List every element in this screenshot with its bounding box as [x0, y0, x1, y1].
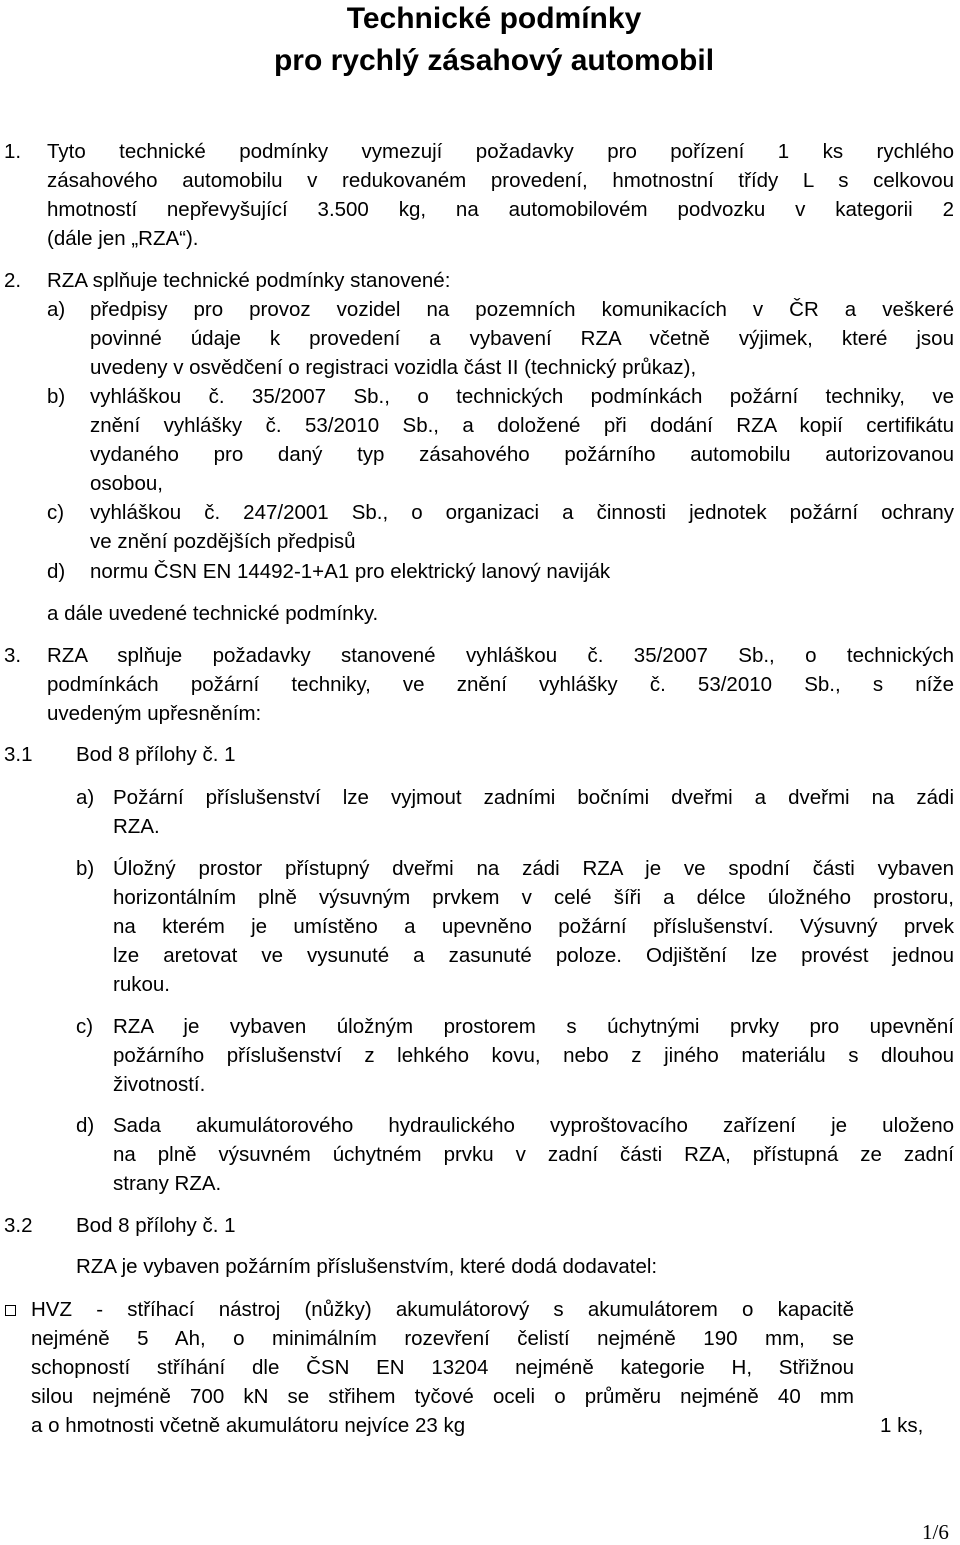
section-3-1-item-c-line-3: životností. [113, 1073, 206, 1096]
section-2-item-d-line-1: normu ČSN EN 14492-1+A1 pro elektrický lanový naviják [90, 560, 611, 583]
section-3-1-item-b-line-4: lze aretovat ve vysunuté a zasunuté poloze. Odjištění lze provést jednou [113, 944, 954, 967]
section-3-1-item-d-line-3: strany RZA. [113, 1172, 222, 1195]
equipment-item-line-3: schopností stříhání dle ČSN EN 13204 nejméně kategorie H, Střižnou [31, 1356, 854, 1379]
section-2-item-a-line-1: předpisy pro provoz vozidel na pozemních komunikacích v ČR a veškeré [90, 298, 954, 321]
section-2-item-a-line-3: uvedeny v osvědčení o registraci vozidla část II (technický průkaz), [90, 356, 697, 379]
section-3-line-2: podmínkách požární techniky, ve znění vyhlášky č. 53/2010 Sb., s níže [47, 673, 954, 696]
section-2-item-d-label: d) [47, 560, 66, 583]
section-2-intro: RZA splňuje technické podmínky stanovené: [47, 269, 451, 292]
section-2-outro: a dále uvedené technické podmínky. [47, 602, 379, 625]
section-3-1-item-b-line-2: horizontálním plně výsuvným prvkem v celé šíři a délce úložného prostoru, [113, 886, 954, 909]
section-3-1-item-d-line-1: Sada akumulátorového hydraulického vyproštovacího zařízení je uloženo [113, 1114, 954, 1137]
document-title-line-2: pro rychlý zásahový automobil [273, 44, 715, 77]
section-3-line-1: RZA splňuje požadavky stanovené vyhláškou č. 35/2007 Sb., o technických [47, 644, 954, 667]
section-1-line-2: zásahového automobilu v redukovaném provedení, hmotnostní třídy L s celkovou [47, 169, 954, 192]
section-3-1-item-a-line-1: Požární příslušenství lze vyjmout zadními bočními dveřmi a dveřmi na zádi [113, 786, 954, 809]
section-3-1-heading: Bod 8 přílohy č. 1 [76, 743, 236, 766]
equipment-item-line-4: silou nejméně 700 kN se střihem tyčové oceli o průměru nejméně 40 mm [31, 1385, 854, 1408]
section-1-line-3: hmotností nepřevyšující 3.500 kg, na automobilovém podvozku v kategorii 2 [47, 198, 954, 221]
section-3-line-3: uvedeným upřesněním: [47, 702, 262, 725]
checkbox-icon [5, 1305, 16, 1316]
section-3-1-item-b-label: b) [76, 857, 95, 880]
section-1-line-4: (dále jen „RZA“). [47, 227, 199, 250]
section-2-item-b-line-1: vyhláškou č. 35/2007 Sb., o technických podmínkách požární techniky, ve [90, 385, 954, 408]
equipment-item-line-2: nejméně 5 Ah, o minimálním rozevření čelistí nejméně 190 mm, se [31, 1327, 854, 1350]
section-1-number: 1. [4, 140, 22, 163]
section-3-1-item-b-line-1: Úložný prostor přístupný dveřmi na zádi RZA je ve spodní části vybaven [113, 857, 954, 880]
section-3-1-item-d-label: d) [76, 1114, 95, 1137]
equipment-item-line-1: HVZ - stříhací nástroj (nůžky) akumulátorový s akumulátorem o kapacitě [31, 1298, 854, 1321]
equipment-item-line-5: a o hmotnosti včetně akumulátoru nejvíce 23 kg [31, 1414, 466, 1437]
section-2-item-c-line-2: ve znění pozdějších předpisů [90, 530, 356, 553]
equipment-item-quantity: 1 ks, [880, 1414, 924, 1437]
section-3-1-item-d-line-2: na plně výsuvném úchytném prvku v zadní části RZA, přístupná ze zadní [113, 1143, 954, 1166]
section-3-1-item-b-line-5: rukou. [113, 973, 170, 996]
document-title-line-1: Technické podmínky [346, 2, 642, 35]
section-3-1-item-b-line-3: na kterém je umístěno a upevněno požární příslušenství. Výsuvný prvek [113, 915, 954, 938]
section-1-line-1: Tyto technické podmínky vymezují požadavky pro pořízení 1 ks rychlého [47, 140, 954, 163]
section-3-2-intro: RZA je vybaven požárním příslušenstvím, které dodá dodavatel: [76, 1255, 658, 1278]
section-2-item-b-label: b) [47, 385, 66, 408]
section-3-1-item-c-line-2: požárního příslušenství z lehkého kovu, nebo z jiného materiálu s dlouhou [113, 1044, 954, 1067]
section-3-1-item-c-label: c) [76, 1015, 94, 1038]
section-2-item-c-label: c) [47, 501, 65, 524]
section-3-number: 3. [4, 644, 22, 667]
section-3-1-item-a-label: a) [76, 786, 95, 809]
page-number: 1/6 [922, 1520, 949, 1544]
section-2-item-b-line-3: vydaného pro daný typ zásahového požárního automobilu autorizovanou [90, 443, 954, 466]
section-3-2-heading: Bod 8 přílohy č. 1 [76, 1214, 236, 1237]
section-2-number: 2. [4, 269, 22, 292]
section-2-item-c-line-1: vyhláškou č. 247/2001 Sb., o organizaci a činnosti jednotek požární ochrany [90, 501, 954, 524]
section-2-item-b-line-4: osobou, [90, 472, 163, 495]
section-2-item-a-line-2: povinné údaje k provedení a vybavení RZA včetně výjimek, které jsou [90, 327, 954, 350]
section-3-1-number: 3.1 [4, 743, 33, 766]
section-3-1-item-a-line-2: RZA. [113, 815, 160, 838]
section-2-item-b-line-2: znění vyhlášky č. 53/2010 Sb., a doložené při dodání RZA kopií certifikátu [90, 414, 954, 437]
section-3-1-item-c-line-1: RZA je vybaven úložným prostorem s úchytnými prvky pro upevnění [113, 1015, 954, 1038]
section-3-2-number: 3.2 [4, 1214, 33, 1237]
section-2-item-a-label: a) [47, 298, 66, 321]
